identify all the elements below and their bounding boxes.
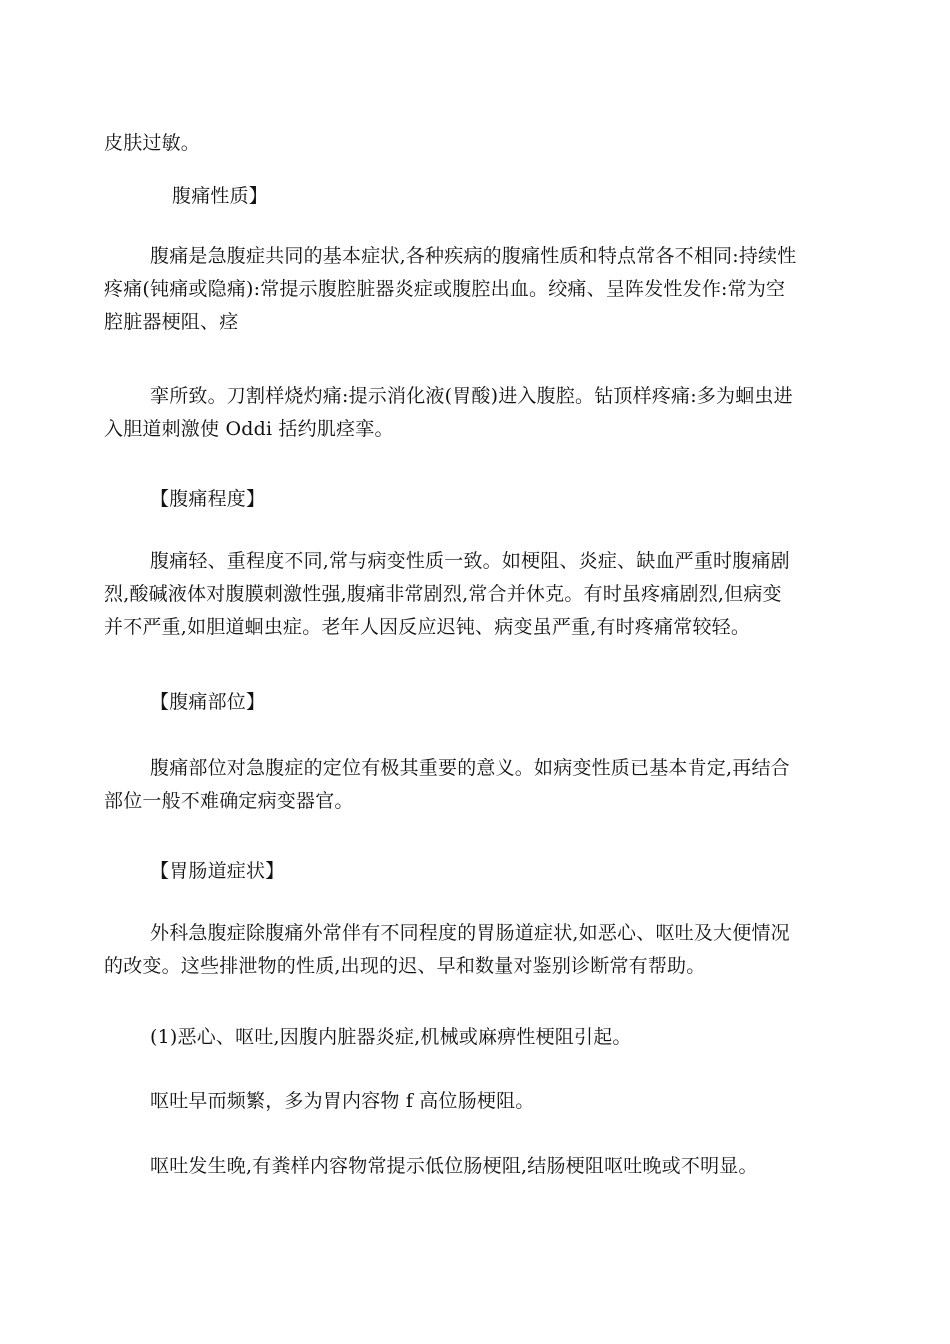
paragraph-pain-nature-1: 腹痛是急腹症共同的基本症状,各种疾病的腹痛性质和特点常各不相同:持续性 疼痛(钝痛或隐痛):常提示腹腔脏器炎症或腹腔出血。绞痛、呈阵发性发作:常为空 腔脏器梗阻、痉	[104, 245, 797, 333]
paragraph-pain-location: 腹痛部位对急腹症的定位有极其重要的意义。如病变性质已基本肯定,再结合 部位一般不难确定病变器官。	[104, 757, 790, 812]
intro-tail-text: 皮肤过敏。	[104, 132, 201, 154]
paragraph-pain-degree: 腹痛轻、重程度不同,常与病变性质一致。如梗阻、炎症、缺血严重时腹痛剧 烈,酸碱液体对腹膜刺激性强,腹痛非常剧烈,常合并休克。有时虽疼痛剧烈,但病变 并不严重,如胆道蛔虫症。老年人因反应迟钝、病变虽严重,有时疼痛常较轻。	[104, 550, 790, 638]
section-heading-gi-symptoms: 【胃肠道症状】	[150, 860, 285, 882]
section-heading-pain-nature: 腹痛性质】	[172, 185, 269, 207]
paragraph-early-vomiting: 呕吐早而频繁，多为胃内容物 f 高位肠梗阻。	[150, 1090, 535, 1112]
paragraph-pain-nature-2: 挛所致。刀割样烧灼痛:提示消化液(胃酸)进入腹腔。钻顶样疼痛:多为蛔虫进 入胆道刺激使 Oddi 括约肌痉挛。	[104, 385, 793, 440]
paragraph-late-vomiting: 呕吐发生晚,有粪样内容物常提示低位肠梗阻,结肠梗阻呕吐晚或不明显。	[150, 1155, 758, 1177]
section-heading-pain-degree: 【腹痛程度】	[150, 488, 266, 510]
paragraph-nausea-vomiting: (1)恶心、呕吐,因腹内脏器炎症,机械或麻痹性梗阻引起。	[150, 1026, 632, 1048]
section-heading-pain-location: 【腹痛部位】	[150, 691, 266, 713]
paragraph-gi-symptoms-intro: 外科急腹症除腹痛外常伴有不同程度的胃肠道症状,如恶心、呕吐及大便情况 的改变。这些排泄物的性质,出现的迟、早和数量对鉴别诊断常有帮助。	[104, 922, 790, 977]
